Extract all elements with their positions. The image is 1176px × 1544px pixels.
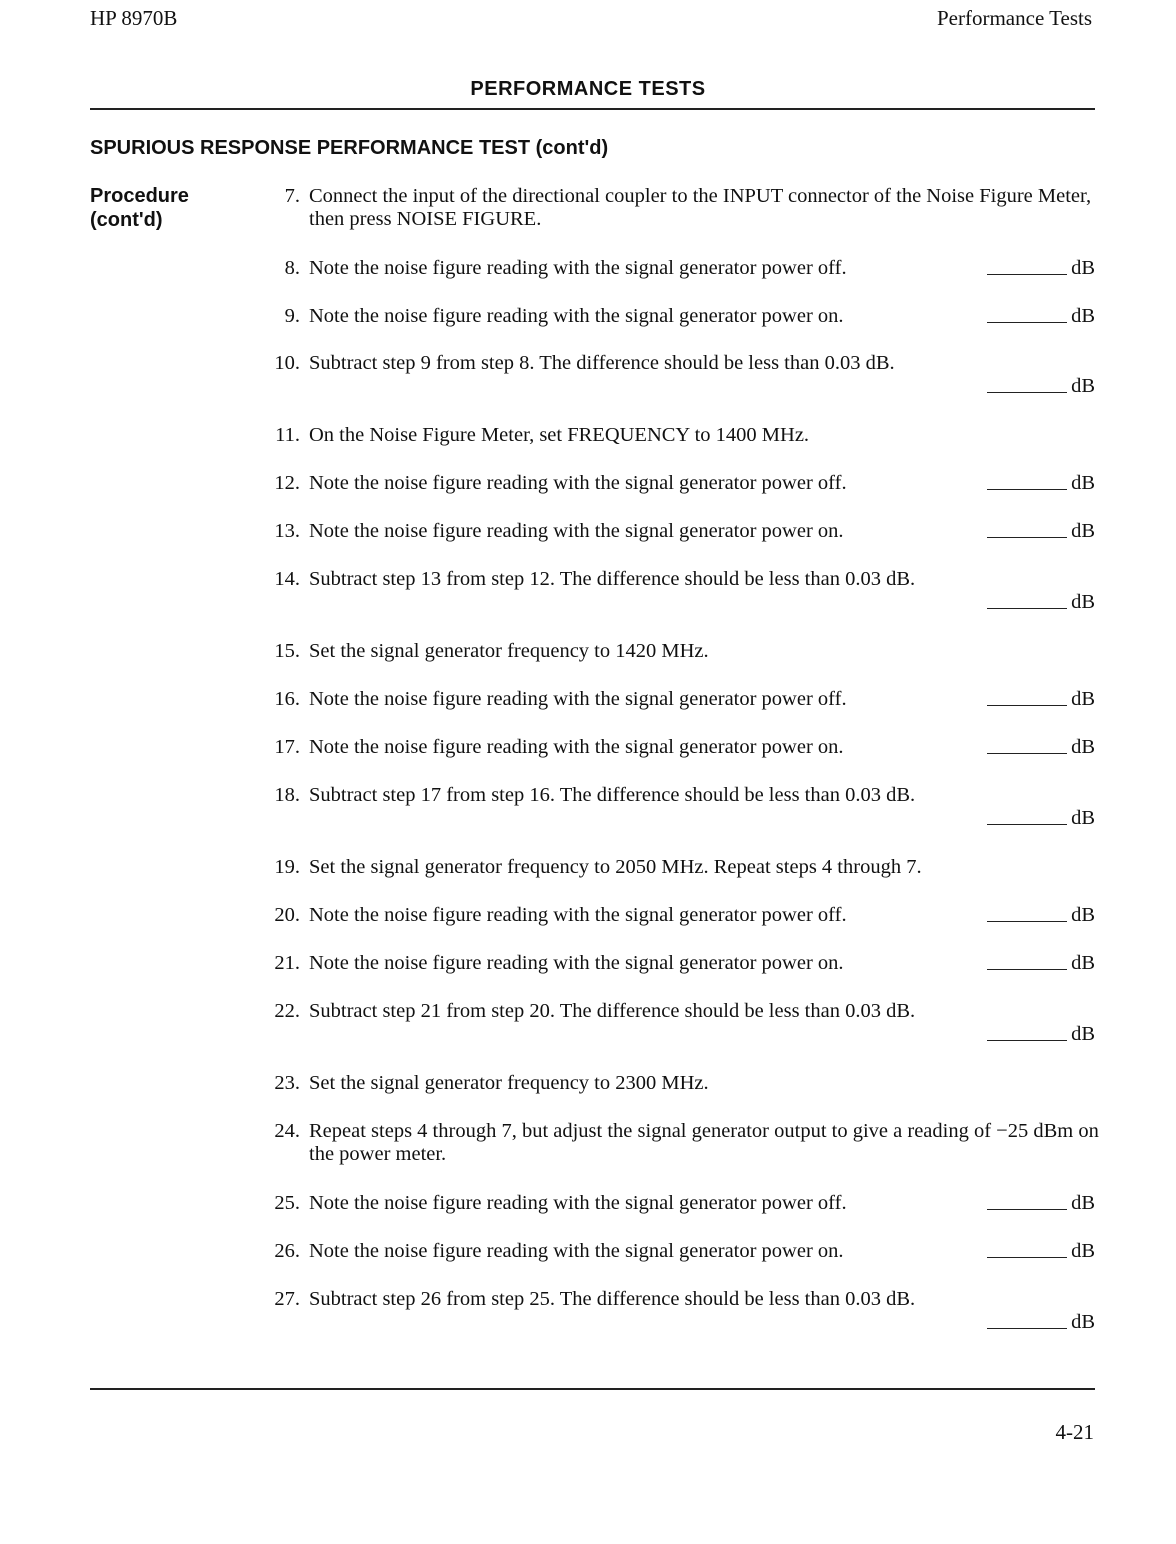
bottom-divider: [90, 1388, 1095, 1390]
step-number: 9.: [284, 305, 300, 327]
answer-unit: dB: [1071, 591, 1095, 613]
step-text: Note the noise figure reading with the signal generator power on.: [309, 736, 844, 758]
answer-field[interactable]: [987, 1311, 1095, 1334]
procedure-label-line2: (cont'd): [90, 209, 163, 231]
answer-field[interactable]: [987, 257, 1095, 280]
answer-blank: [987, 969, 1067, 970]
answer-unit: dB: [1071, 375, 1095, 397]
answer-unit: dB: [1071, 736, 1095, 758]
answer-unit: dB: [1071, 305, 1095, 327]
answer-unit: dB: [1071, 904, 1095, 926]
step-text: Note the noise figure reading with the signal generator power off.: [309, 688, 847, 710]
answer-field[interactable]: [987, 1023, 1095, 1046]
answer-blank: [987, 537, 1067, 538]
step-number: 21.: [274, 952, 300, 974]
step-text: On the Noise Figure Meter, set FREQUENCY to 1400 MHz.: [309, 424, 810, 446]
answer-field[interactable]: [987, 1240, 1095, 1263]
answer-blank: [987, 1040, 1067, 1041]
answer-field[interactable]: [987, 472, 1095, 495]
step-number: 8.: [284, 257, 300, 279]
answer-blank: [987, 921, 1067, 922]
header-chapter-title: Performance Tests: [936, 6, 1092, 30]
step-number: 11.: [275, 424, 300, 446]
step-text: Set the signal generator frequency to 2300 MHz.: [309, 1072, 709, 1094]
answer-unit: dB: [1071, 520, 1095, 542]
answer-unit: dB: [1071, 807, 1095, 829]
answer-blank: [987, 489, 1067, 490]
step-text: Note the noise figure reading with the signal generator power on.: [309, 952, 844, 974]
answer-blank: [987, 608, 1067, 609]
answer-unit: dB: [1071, 688, 1095, 710]
answer-unit: dB: [1071, 472, 1095, 494]
step-number: 19.: [274, 856, 300, 878]
answer-unit: dB: [1071, 1023, 1095, 1045]
procedure-label: [90, 184, 189, 232]
step-text: Note the noise figure reading with the signal generator power off.: [309, 1192, 847, 1214]
step-text: Connect the input of the directional coupler to the INPUT connector of the Noise Figure Meter, then press NOISE FIGURE.: [309, 185, 1092, 230]
step-number: 23.: [274, 1072, 300, 1094]
step-number: 25.: [274, 1192, 300, 1214]
answer-blank: [987, 1257, 1067, 1258]
step-text: Subtract step 17 from step 16. The difference should be less than 0.03 dB.: [309, 784, 916, 806]
page-title: PERFORMANCE TESTS: [470, 78, 706, 100]
answer-unit: dB: [1071, 1192, 1095, 1214]
answer-field[interactable]: [987, 1192, 1095, 1215]
answer-blank: [987, 392, 1067, 393]
step-text: Subtract step 21 from step 20. The difference should be less than 0.03 dB.: [309, 1000, 916, 1022]
step-text: Subtract step 9 from step 8. The difference should be less than 0.03 dB.: [309, 352, 895, 374]
step-number: 26.: [274, 1240, 300, 1262]
step-number: 24.: [274, 1120, 300, 1142]
step-number: 27.: [274, 1288, 300, 1310]
step-number: 12.: [274, 472, 300, 494]
step-text: Note the noise figure reading with the signal generator power off.: [309, 904, 847, 926]
step-text: Note the noise figure reading with the signal generator power on.: [309, 1240, 844, 1262]
answer-unit: dB: [1071, 257, 1095, 279]
answer-field[interactable]: [987, 904, 1095, 927]
answer-field[interactable]: [987, 375, 1095, 398]
section-title: SPURIOUS RESPONSE PERFORMANCE TEST (cont'd): [90, 137, 609, 159]
answer-unit: dB: [1071, 952, 1095, 974]
page-number: 4-21: [1055, 1420, 1094, 1444]
step-number: 15.: [274, 640, 300, 662]
answer-blank: [987, 322, 1067, 323]
step-text: Note the noise figure reading with the signal generator power off.: [309, 257, 847, 279]
step-text: Note the noise figure reading with the signal generator power off.: [309, 472, 847, 494]
step-number: 10.: [274, 352, 300, 374]
answer-field[interactable]: [987, 807, 1095, 830]
step-number: 22.: [274, 1000, 300, 1022]
answer-blank: [987, 705, 1067, 706]
answer-blank: [987, 824, 1067, 825]
step-text: Repeat steps 4 through 7, but adjust the signal generator output to give a reading of −25 dBm on the power meter.: [309, 1120, 1099, 1165]
answer-blank: [987, 1209, 1067, 1210]
step-number: 16.: [274, 688, 300, 710]
answer-field[interactable]: [987, 736, 1095, 759]
step-text: Note the noise figure reading with the signal generator power on.: [309, 520, 844, 542]
procedure-steps: [260, 0, 1100, 1360]
step-text: Subtract step 26 from step 25. The difference should be less than 0.03 dB.: [309, 1288, 916, 1310]
answer-unit: dB: [1071, 1240, 1095, 1262]
answer-field[interactable]: [987, 520, 1095, 543]
header-manual-model: HP 8970B: [90, 6, 178, 30]
step-number: 20.: [274, 904, 300, 926]
step-text: Note the noise figure reading with the signal generator power on.: [309, 305, 844, 327]
answer-field[interactable]: [987, 688, 1095, 711]
step-number: 18.: [274, 784, 300, 806]
step-text: Set the signal generator frequency to 1420 MHz.: [309, 640, 709, 662]
step-text: Set the signal generator frequency to 2050 MHz. Repeat steps 4 through 7.: [309, 856, 922, 878]
answer-field[interactable]: [987, 591, 1095, 614]
step-text: Subtract step 13 from step 12. The difference should be less than 0.03 dB.: [309, 568, 916, 590]
step-number: 17.: [274, 736, 300, 758]
answer-blank: [987, 753, 1067, 754]
answer-blank: [987, 1328, 1067, 1329]
answer-unit: dB: [1071, 1311, 1095, 1333]
step-number: 14.: [274, 568, 300, 590]
answer-field[interactable]: [987, 305, 1095, 328]
procedure-label-line1: Procedure: [90, 185, 189, 207]
answer-blank: [987, 274, 1067, 275]
answer-field[interactable]: [987, 952, 1095, 975]
step-number: 7.: [284, 185, 300, 207]
step-number: 13.: [274, 520, 300, 542]
